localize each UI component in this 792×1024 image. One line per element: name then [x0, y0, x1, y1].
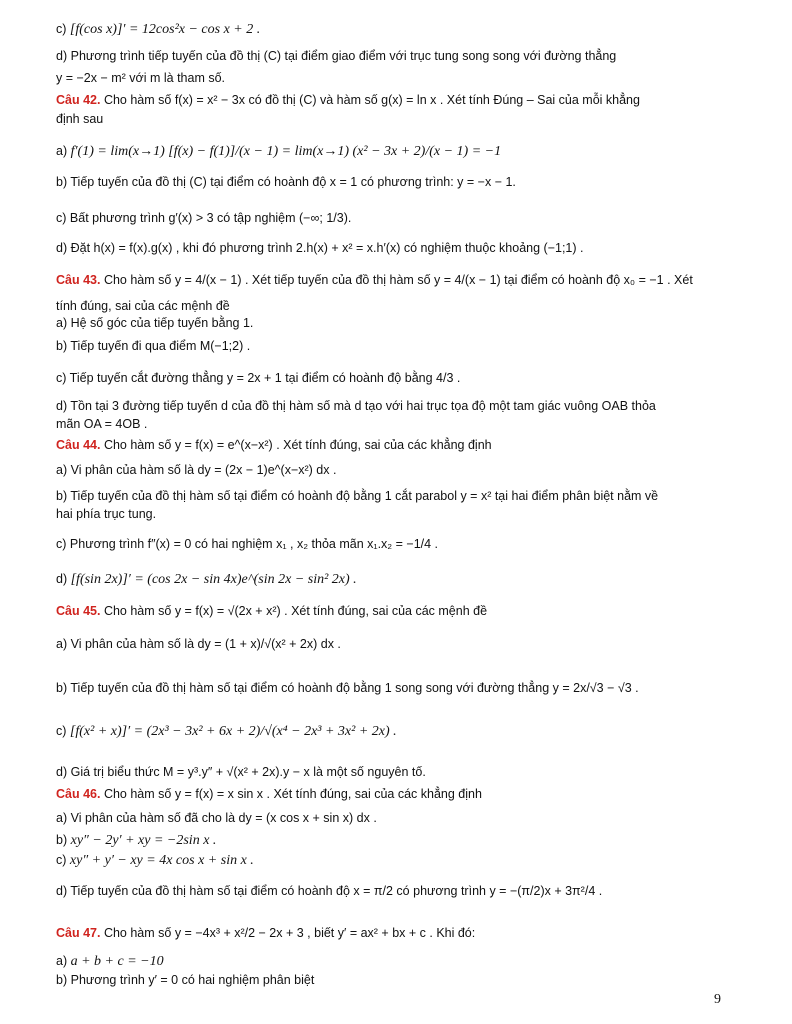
line-c-identity: c) xy″ + y′ − xy = 4x cos x + sin x . — [56, 853, 254, 868]
line-a-differential: a) Vi phân của hàm số là dy = (1 + x)/√(x² + 2x) dx . — [56, 637, 341, 651]
line-d-derivative-sin: d) [f(sin 2x)]′ = (cos 2x − sin 4x)e^(sin 2x − sin² 2x) . — [56, 572, 357, 587]
question-45: Câu 45. Cho hàm số y = f(x) = √(2x + x²) . Xét tính đúng, sai của các mệnh đề — [56, 604, 488, 618]
line-c-roots: c) Phương trình f″(x) = 0 có hai nghiệm x₁ , x₂ thỏa mãn x₁.x₂ = −1/4 . — [56, 537, 439, 551]
line-continuation: tính đúng, sai của các mệnh đề — [56, 299, 230, 313]
question-43: Câu 43. Cho hàm số y = 4/(x − 1) . Xét tiếp tuyến của đồ thị hàm số y = 4/(x − 1) tại điểm có hoành độ x₀ = −1 . Xét — [56, 273, 693, 287]
line-d-triangle: d) Tồn tại 3 đường tiếp tuyến d của đồ thị hàm số mà d tạo với hai trục tọa độ một tam giác vuông OAB thỏa — [56, 399, 656, 413]
line-b-point: b) Tiếp tuyến đi qua điểm M(−1;2) . — [56, 339, 251, 353]
line-continuation: mãn OA = 4OB . — [56, 417, 148, 431]
line-c-derivative-cos: c) [f(cos x)]′ = 12cos²x − cos x + 2 . — [56, 22, 261, 37]
line-a-slope: a) Hệ số góc của tiếp tuyến bằng 1. — [56, 316, 254, 330]
line-a-differential: a) Vi phân của hàm số đã cho là dy = (x cos x + sin x) dx . — [56, 811, 377, 825]
line-b-tangent: b) Tiếp tuyến của đồ thị (C) tại điểm có hoành độ x = 1 có phương trình: y = −x − 1. — [56, 175, 516, 189]
line-continuation: định sau — [56, 112, 104, 126]
question-47: Câu 47. Cho hàm số y = −4x³ + x²/2 − 2x + 3 , biết y′ = ax² + bx + c . Khi đó: — [56, 926, 476, 940]
line-d-tangent: d) Phương trình tiếp tuyến của đồ thị (C) tại điểm giao điểm với trục tung song song với đường thẳng — [56, 49, 617, 63]
line-a-differential: a) Vi phân của hàm số là dy = (2x − 1)e^(x−x²) dx . — [56, 463, 337, 477]
question-46: Câu 46. Cho hàm số y = f(x) = x sin x . Xét tính đúng, sai của các khẳng định — [56, 787, 482, 801]
line-d-prime: d) Giá trị biểu thức M = y³.y″ + √(x² + 2x).y − x là một số nguyên tố. — [56, 765, 426, 779]
line-c-derivative-composite: c) [f(x² + x)]′ = (2x³ − 3x² + 6x + 2)/√(x⁴ − 2x³ + 3x² + 2x) . — [56, 724, 397, 739]
question-42: Câu 42. Cho hàm số f(x) = x² − 3x có đồ thị (C) và hàm số g(x) = ln x . Xét tính Đúng – Sai của mỗi khẳng — [56, 93, 640, 107]
line-b-parallel: b) Tiếp tuyến của đồ thị hàm số tại điểm có hoành độ bằng 1 song song với đường thẳng y = 2x/√3 − √3 . — [56, 681, 639, 695]
question-44: Câu 44. Cho hàm số y = f(x) = e^(x−x²) . Xét tính đúng, sai của các khẳng định — [56, 438, 492, 452]
line-a-limit: a) f′(1) = lim(x→1) [f(x) − f(1)]/(x − 1) = lim(x→1) (x² − 3x + 2)/(x − 1) = −1 — [56, 144, 502, 159]
line-d-equation: d) Đặt h(x) = f(x).g(x) , khi đó phương trình 2.h(x) + x² = x.h′(x) có nghiệm thuộc khoảng (−1;1) . — [56, 241, 584, 255]
line-b-roots: b) Phương trình y′ = 0 có hai nghiệm phân biệt — [56, 973, 315, 987]
line-continuation: y = −2x − m² với m là tham số. — [56, 71, 226, 85]
line-d-tangent: d) Tiếp tuyến của đồ thị hàm số tại điểm có hoành độ x = π/2 có phương trình y = −(π/2)x + 3π²/4 . — [56, 884, 603, 898]
line-b-identity: b) xy″ − 2y′ + xy = −2sin x . — [56, 833, 217, 848]
page-number: 9 — [714, 992, 721, 1007]
line-b-parabol: b) Tiếp tuyến của đồ thị hàm số tại điểm có hoành độ bằng 1 cắt parabol y = x² tại hai điểm phân biệt nằm về — [56, 489, 659, 503]
line-a-sum: a) a + b + c = −10 — [56, 954, 164, 969]
line-continuation: hai phía trục tung. — [56, 507, 157, 521]
line-c-inequality: c) Bất phương trình g′(x) > 3 có tập nghiệm (−∞; 1/3). — [56, 211, 352, 225]
line-c-intersect: c) Tiếp tuyến cắt đường thẳng y = 2x + 1 tại điểm có hoành độ bằng 4/3 . — [56, 371, 461, 385]
